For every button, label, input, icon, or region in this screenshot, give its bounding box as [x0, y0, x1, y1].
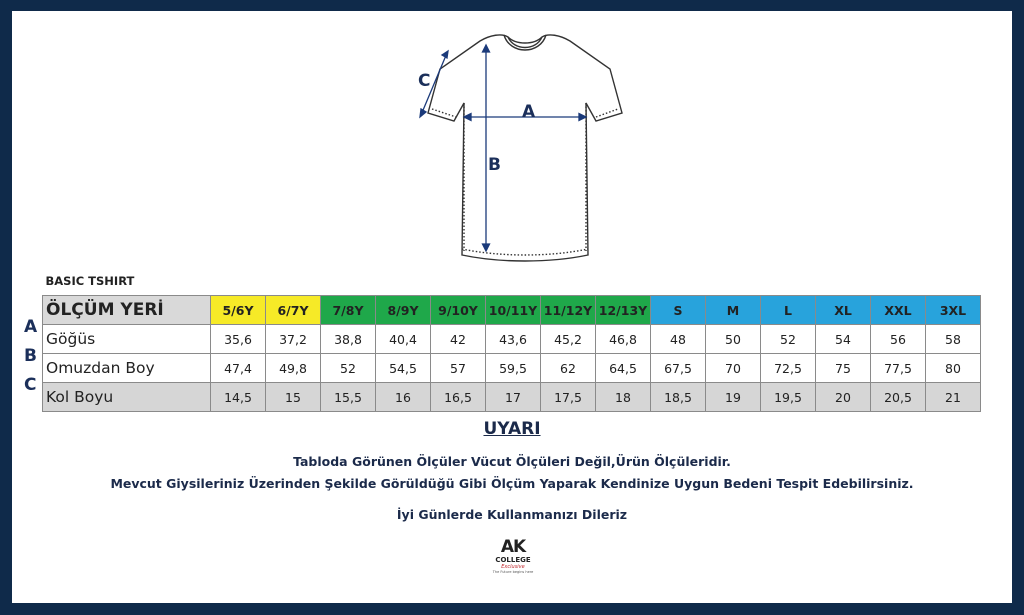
table-cell: 67,5	[651, 354, 706, 383]
size-header: 10/11Y	[486, 296, 541, 325]
size-header: 7/8Y	[321, 296, 376, 325]
table-cell: 43,6	[486, 325, 541, 354]
size-header: XL	[816, 296, 871, 325]
notice-line-1: Tabloda Görünen Ölçüler Vücut Ölçüleri Değil,Ürün Ölçüleridir.	[293, 454, 731, 469]
size-header: 9/10Y	[431, 296, 486, 325]
table-cell: 59,5	[486, 354, 541, 383]
table-cell: 35,6	[211, 325, 266, 354]
table-cell: 37,2	[266, 325, 321, 354]
table-row	[43, 383, 981, 412]
table-cell: 52	[321, 354, 376, 383]
table-cell: 19,5	[761, 383, 816, 412]
table-cell: 77,5	[871, 354, 926, 383]
notice-title-wrap	[12, 419, 1012, 439]
size-header: L	[761, 296, 816, 325]
table-cell: 58	[926, 325, 981, 354]
diagram-label-b: B	[488, 155, 501, 175]
table-cell: 40,4	[376, 325, 431, 354]
size-header: 8/9Y	[376, 296, 431, 325]
table-cell: 18	[596, 383, 651, 412]
table-cell: 72,5	[761, 354, 816, 383]
table-cell: 15	[266, 383, 321, 412]
table-cell: 16,5	[431, 383, 486, 412]
table-cell: 17,5	[541, 383, 596, 412]
table-cell: 20	[816, 383, 871, 412]
table-cell: 57	[431, 354, 486, 383]
table-cell: 50	[706, 325, 761, 354]
logo-tagline: The Future begins here	[492, 570, 534, 574]
size-header: 11/12Y	[541, 296, 596, 325]
notice-title: UYARI	[483, 419, 541, 439]
logo-script: Exclusive	[501, 564, 525, 570]
table-title: BASIC TSHIRT	[43, 267, 211, 296]
notice-line-3: İyi Günlerde Kullanmanızı Dileriz	[396, 507, 628, 522]
size-header: XXL	[871, 296, 926, 325]
row-label: Omuzdan Boy	[43, 354, 211, 383]
table-cell: 70	[706, 354, 761, 383]
table-row	[43, 325, 981, 354]
table-cell: 16	[376, 383, 431, 412]
table-cell: 42	[431, 325, 486, 354]
table-cell: 45,2	[541, 325, 596, 354]
logo-brand: COLLEGE	[495, 556, 531, 564]
size-chart-card	[12, 11, 1012, 603]
logo-mark: AK	[500, 537, 526, 557]
table-cell: 47,4	[211, 354, 266, 383]
size-header: 12/13Y	[596, 296, 651, 325]
tshirt-diagram	[410, 23, 628, 273]
row-label: Göğüs	[43, 325, 211, 354]
table-cell: 17	[486, 383, 541, 412]
table-cell: 56	[871, 325, 926, 354]
row-letter-b: B	[24, 346, 37, 366]
table-cell: 19	[706, 383, 761, 412]
brand-logo	[485, 538, 541, 594]
notice-line-2: Mevcut Giysileriniz Üzerinden Şekilde Görüldüğü Gibi Ölçüm Yaparak Kendinize Uygun Bedeni Tespit Edebilirsiniz.	[110, 476, 914, 491]
size-header: S	[651, 296, 706, 325]
size-header: 5/6Y	[211, 296, 266, 325]
table-cell: 62	[541, 354, 596, 383]
row-label: Kol Boyu	[43, 383, 211, 412]
size-table	[42, 267, 981, 412]
table-cell: 18,5	[651, 383, 706, 412]
table-cell: 54,5	[376, 354, 431, 383]
row-letter-c: C	[24, 375, 37, 395]
table-cell: 48	[651, 325, 706, 354]
diagram-label-c: C	[418, 71, 431, 91]
table-cell: 15,5	[321, 383, 376, 412]
table-cell: 52	[761, 325, 816, 354]
row-letter-a: A	[24, 317, 38, 337]
diagram-label-a: A	[522, 102, 536, 122]
table-cell: 20,5	[871, 383, 926, 412]
table-cell: 54	[816, 325, 871, 354]
table-cell: 64,5	[596, 354, 651, 383]
table-cell: 46,8	[596, 325, 651, 354]
table-cell: 21	[926, 383, 981, 412]
table-cell: 49,8	[266, 354, 321, 383]
size-header: M	[706, 296, 761, 325]
table-row	[43, 354, 981, 383]
measure-header: ÖLÇÜM YERİ	[43, 296, 211, 325]
size-header: 3XL	[926, 296, 981, 325]
table-cell: 80	[926, 354, 981, 383]
table-cell: 38,8	[321, 325, 376, 354]
size-header: 6/7Y	[266, 296, 321, 325]
table-cell: 14,5	[211, 383, 266, 412]
table-cell: 75	[816, 354, 871, 383]
